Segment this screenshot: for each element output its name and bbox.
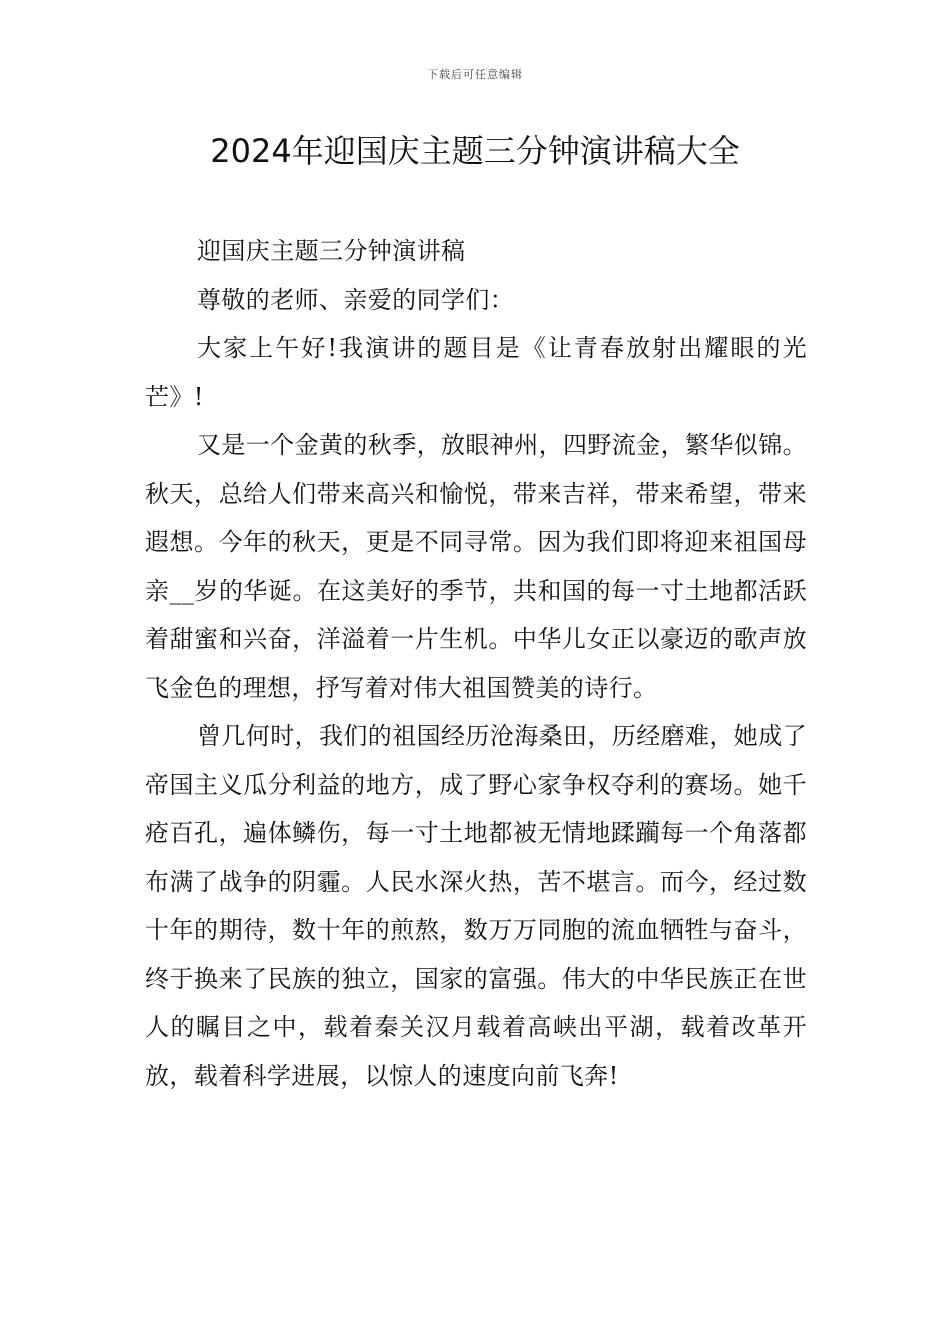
salutation: 尊敬的老师、亲爱的同学们：	[197, 285, 515, 314]
body-paragraph: 曾几何时，我们的祖国经历沧海桑田，历经磨难，她成了帝国主义瓜分利益的地方，成了野心家争权夺利的赛场。她千疮百孔，遍体鳞伤，每一寸土地都被无情地蹂躏每一个角落都布满了战争的阴霾。人民水深火热，苦不堪言。而今，经过数十年的期待，数十年的煎熬，数万万同胞的流血牺牲与奋斗，终于换来了民族的独立，国家的富强。伟大的中华民族正在世人的瞩目之中，载着秦关汉月载着高峡出平湖，载着改革开放，载着科学进展，以惊人的速度向前飞奔!	[145, 722, 807, 1090]
body-paragraph: 大家上午好!我演讲的题目是《让青春放射出耀眼的光芒》!	[145, 334, 807, 411]
header-note: 下载后可任意编辑	[427, 68, 523, 81]
document-body	[145, 227, 807, 1100]
body-paragraph: 又是一个金黄的秋季，放眼神州，四野流金，繁华似锦。秋天，总给人们带来高兴和愉悦，带来吉祥，带来希望，带来遐想。今年的秋天，更是不同寻常。因为我们即将迎来祖国母亲__岁的华诞。在这美好的季节，共和国的每一寸土地都活跃着甜蜜和兴奋，洋溢着一片生机。中华儿女正以豪迈的歌声放飞金色的理想，抒写着对伟大祖国赞美的诗行。	[145, 431, 807, 702]
speech-subtitle: 迎国庆主题三分钟演讲稿	[197, 237, 466, 265]
document-title: 2024年迎国庆主题三分钟演讲稿大全	[210, 132, 740, 170]
